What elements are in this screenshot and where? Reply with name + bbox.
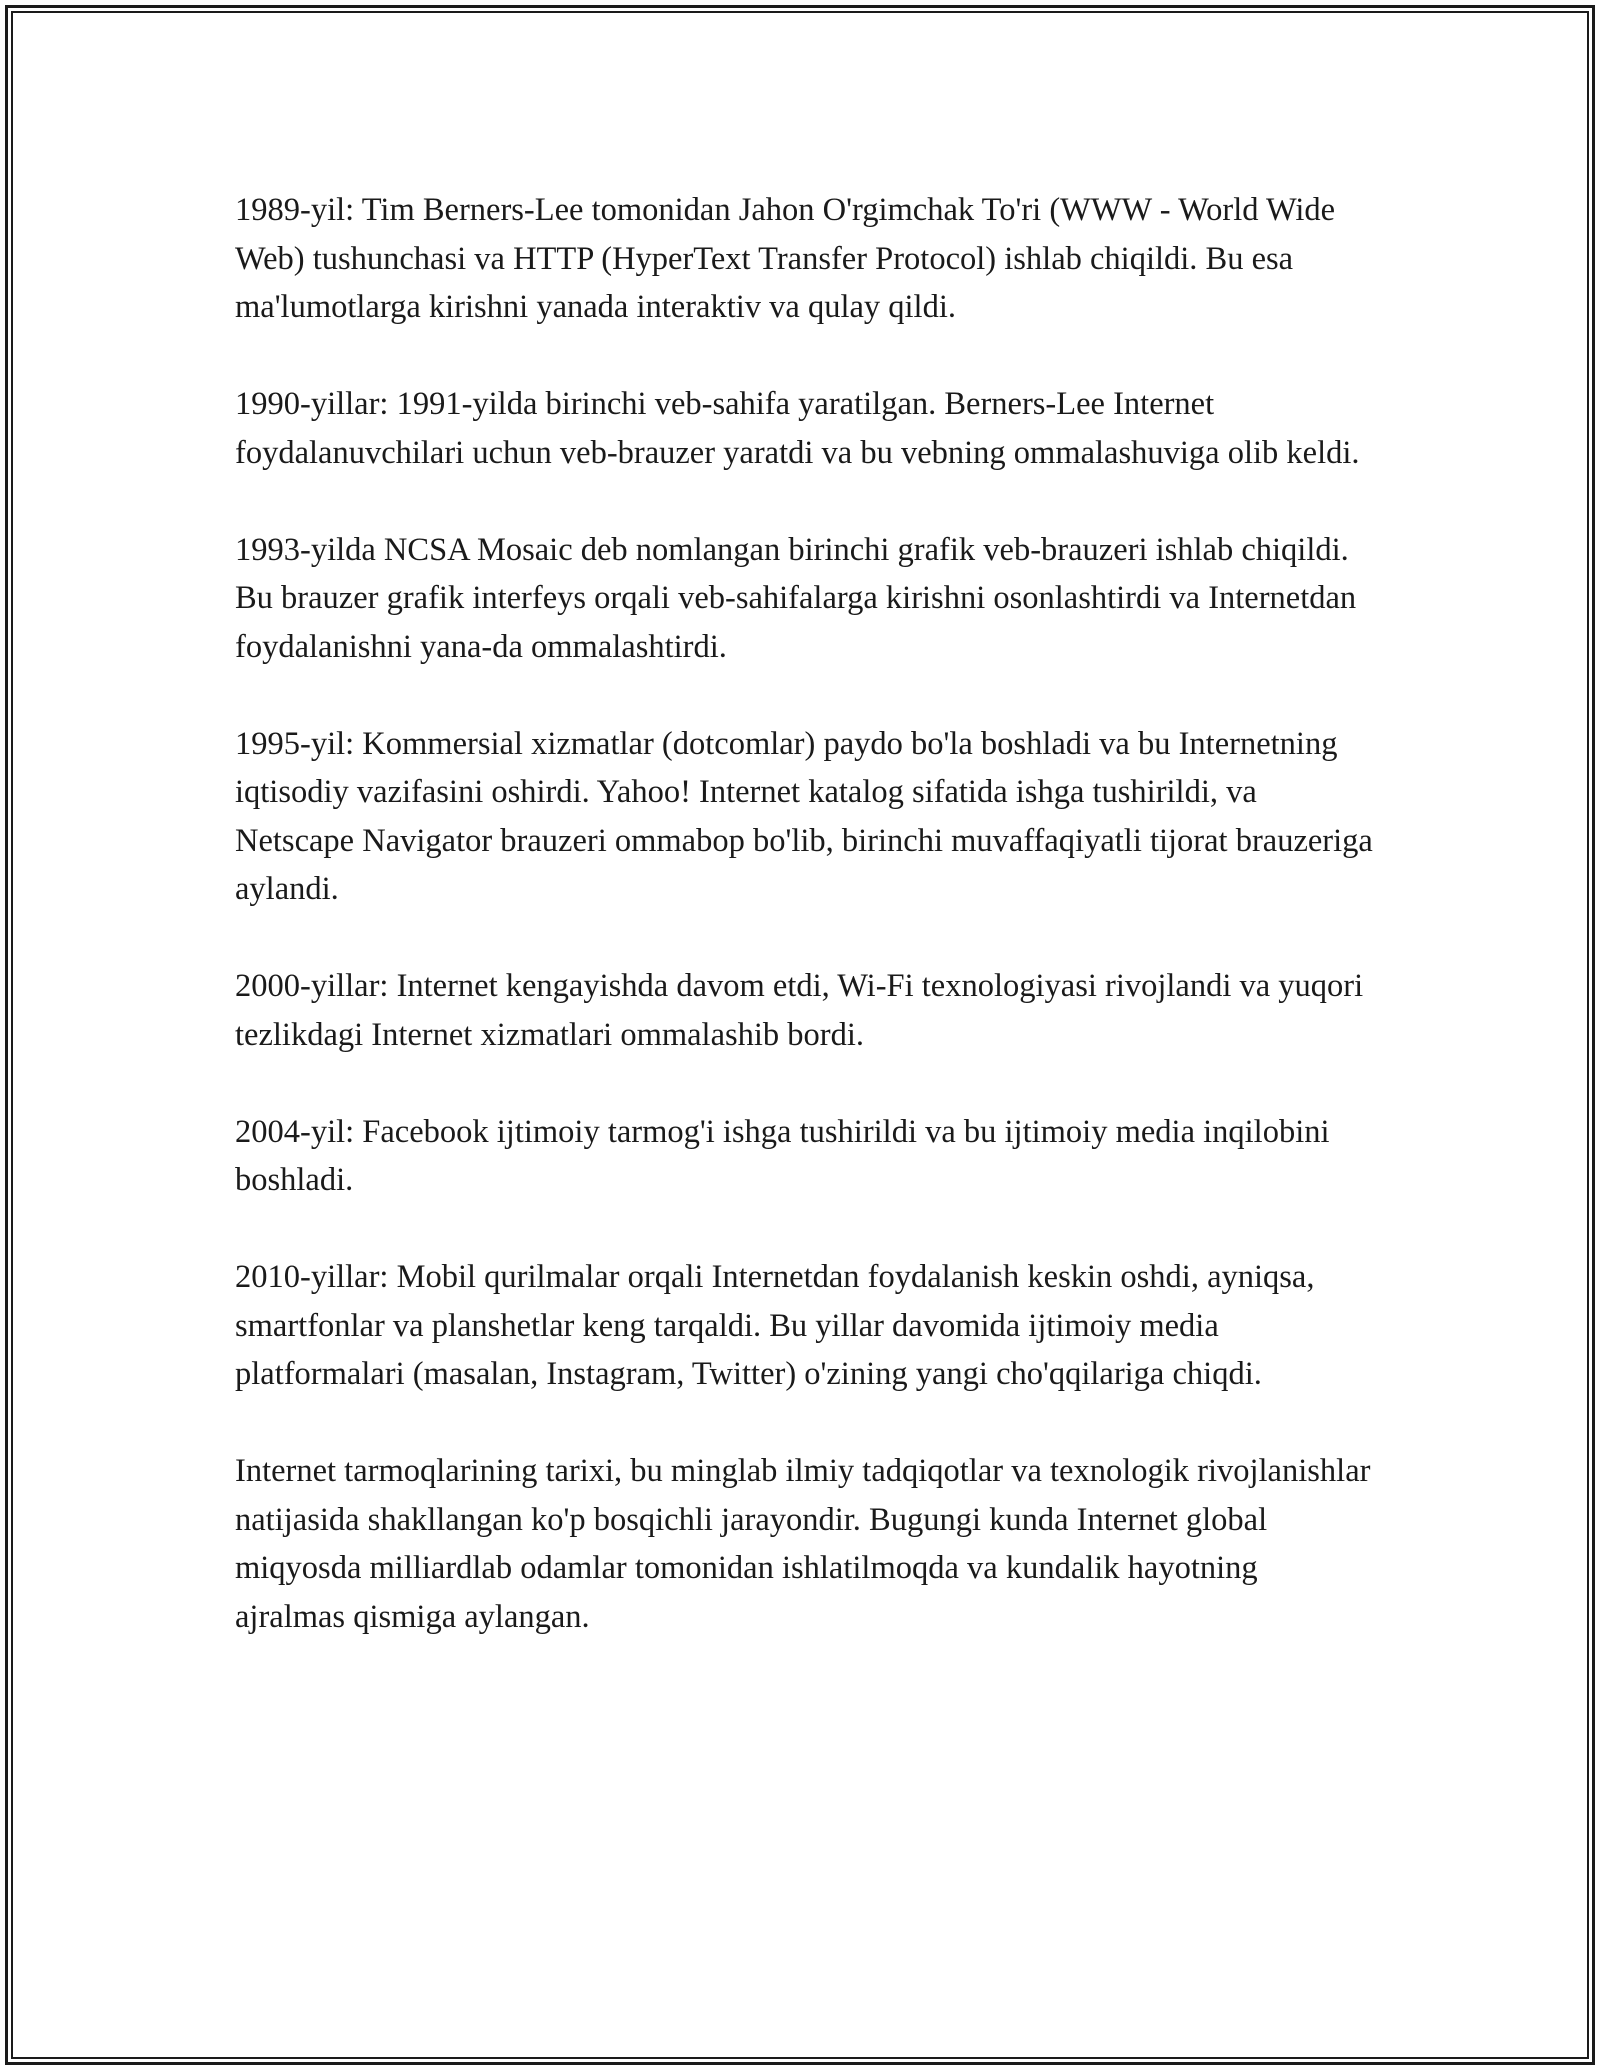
paragraph-1995: 1995-yil: Kommersial xizmatlar (dotcomlar) paydo bo'la boshladi va bu Internetning iqtisodiy vazifasini oshirdi. Yahoo! Internet katalog sifatida ishga tushirildi, va Netscape Navigator brauzeri ommabop bo'lib, birinchi muvaffaqiyatli tijorat brauzeriga aylandi. <box>235 725 1373 907</box>
paragraph-2010s: 2010-yillar: Mobil qurilmalar orqali Internetdan foydalanish keskin oshdi, ayniqsa, smartfonlar va planshetlar keng tarqaldi. Bu yillar davomida ijtimoiy media platformalari (masalan, Instagram, Twitter) o'zining yangi cho'qqilariga chiqdi. <box>235 1259 1315 1392</box>
document-body <box>235 186 1375 1641</box>
paragraph-conclusion: Internet tarmoqlarining tarixi, bu minglab ilmiy tadqiqotlar va texnologik rivojlanishlar natijasida shakllangan ko'p bosqichli jarayondir. Bugungi kunda Internet global miqyosda milliardlab odamlar tomonidan ishlatilmoqda va kundalik hayotning ajralmas qismiga aylangan. <box>235 1453 1371 1635</box>
paragraph-2000s: 2000-yillar: Internet kengayishda davom etdi, Wi-Fi texnologiyasi rivojlandi va yuqori tezlikdagi Internet xizmatlari ommalashib bordi. <box>235 968 1364 1053</box>
paragraph-2004: 2004-yil: Facebook ijtimoiy tarmog'i ishga tushirildi va bu ijtimoiy media inqilobini boshladi. <box>235 1113 1330 1198</box>
paragraph-1993: 1993-yilda NCSA Mosaic deb nomlangan birinchi grafik veb-brauzeri ishlab chiqildi. Bu brauzer grafik interfeys orqali veb-sahifalarga kirishni osonlashtirdi va Internetdan foydalanishni yana-da ommalashtirdi. <box>235 531 1357 665</box>
paragraph-1990s: 1990-yillar: 1991-yilda birinchi veb-sahifa yaratilgan. Berners-Lee Internet foydalanuvchilari uchun veb-brauzer yaratdi va bu vebning ommalashuviga olib keldi. <box>235 386 1360 471</box>
paragraph-1989: 1989-yil: Tim Berners-Lee tomonidan Jahon O'rgimchak To'ri (WWW - World Wide Web) tushunchasi va HTTP (HyperText Transfer Protocol) ishlab chiqildi. Bu esa ma'lumotlarga kirishni yanada interaktiv va qulay qildi. <box>235 192 1336 325</box>
